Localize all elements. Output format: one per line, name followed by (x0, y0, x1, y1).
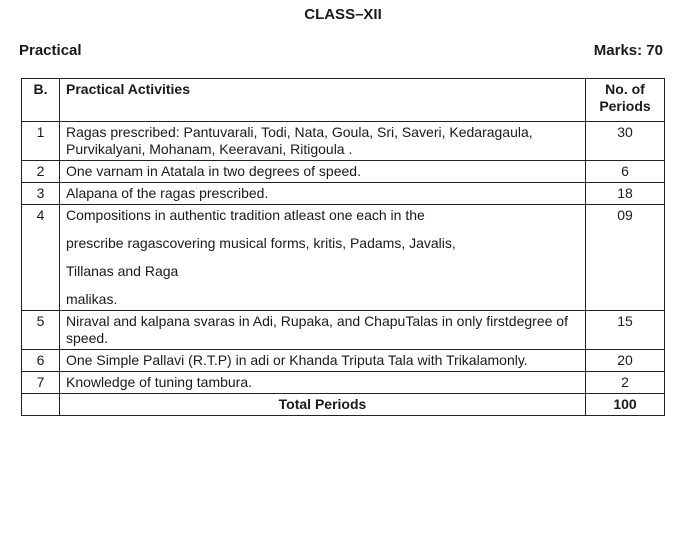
row-number: 3 (22, 183, 60, 205)
row-activity: Ragas prescribed: Pantuvarali, Todi, Nata, Goula, Sri, Saveri, Kedaragaula, Purvikalyani, Mohanam, Keeravani, Ritigoula . (60, 122, 586, 161)
table-row (22, 205, 665, 311)
row-activity: Niraval and kalpana svaras in Adi, Rupaka, and ChapuTalas in only firstdegree of speed. (60, 311, 586, 350)
row-number: 5 (22, 311, 60, 350)
row-number: 2 (22, 161, 60, 183)
row-activity: Knowledge of tuning tambura. (60, 372, 586, 394)
activity-line: malikas. (66, 291, 118, 307)
row-periods: 20 (586, 350, 665, 372)
row-number: 1 (22, 122, 60, 161)
page-title: CLASS–XII (304, 6, 382, 23)
total-value: 100 (586, 394, 665, 416)
row-periods: 6 (586, 161, 665, 183)
table-row (22, 161, 665, 183)
row-activity: One varnam in Atatala in two degrees of speed. (60, 161, 586, 183)
row-activity: Alapana of the ragas prescribed. (60, 183, 586, 205)
row-number: 4 (22, 205, 60, 311)
activity-line: prescribe ragascovering musical forms, kritis, Padams, Javalis, (66, 235, 456, 251)
row-periods: 2 (586, 372, 665, 394)
col-header-periods: No. of Periods (586, 79, 665, 122)
col-header-number: B. (22, 79, 60, 122)
col-header-activities: Practical Activities (60, 79, 586, 122)
row-periods: 18 (586, 183, 665, 205)
total-row (22, 394, 665, 416)
section-label: Practical (19, 42, 82, 59)
table-row (22, 122, 665, 161)
practical-activities-table (21, 78, 665, 416)
row-periods: 30 (586, 122, 665, 161)
row-periods: 09 (586, 205, 665, 311)
marks-label: Marks: 70 (593, 42, 663, 59)
total-blank-cell (22, 394, 60, 416)
table-row (22, 311, 665, 350)
activity-line: Compositions in authentic tradition atleast one each in the (66, 207, 425, 223)
table-row (22, 350, 665, 372)
row-number: 6 (22, 350, 60, 372)
row-periods: 15 (586, 311, 665, 350)
row-activity (60, 205, 586, 311)
activity-line: Tillanas and Raga (66, 263, 179, 279)
row-activity: One Simple Pallavi (R.T.P) in adi or Khanda Triputa Tala with Trikalamonly. (60, 350, 586, 372)
row-number: 7 (22, 372, 60, 394)
table-row (22, 372, 665, 394)
table-header-row (22, 79, 665, 122)
table-row (22, 183, 665, 205)
total-label: Total Periods (60, 394, 586, 416)
